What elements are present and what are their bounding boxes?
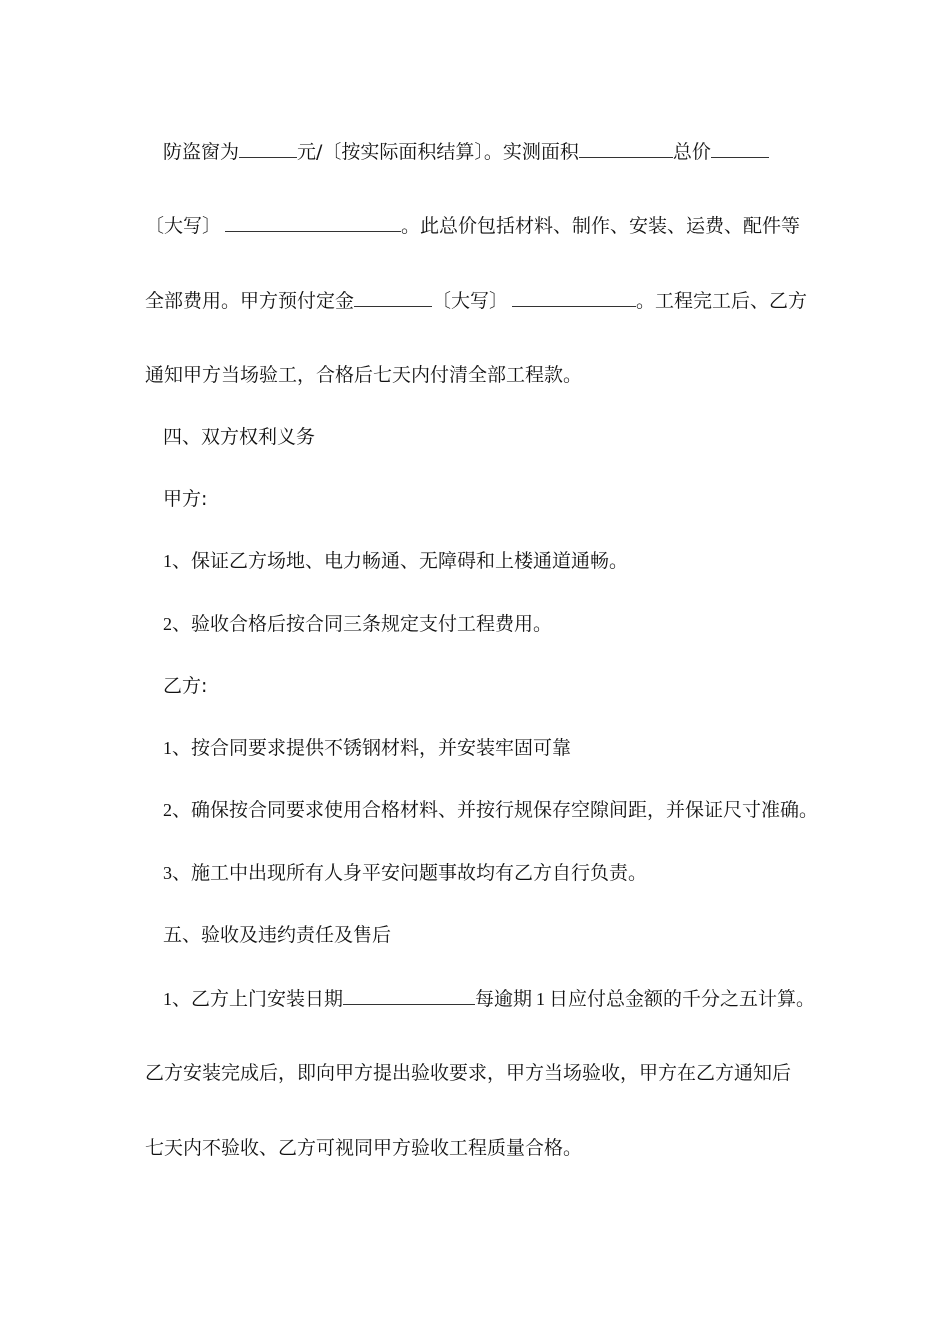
capital-amount-blank [225,213,401,232]
price-line-4: 通知甲方当场验工，合格后七天内付清全部工程款。 [145,364,583,386]
deposit-label: 全部费用。甲方预付定金 [145,290,355,312]
section-heading-acceptance: 五、验收及违约责任及售后 [163,924,392,946]
deposit-capital-blank [512,288,636,307]
acceptance-line-3: 七天内不验收、乙方可视同甲方验收工程质量合格。 [145,1137,583,1159]
item-number: 2 [163,614,172,634]
price-line-1 [163,139,769,164]
install-date-label: 、乙方上门安装日期 [172,988,344,1010]
item-number: 1 [163,551,172,571]
install-date-blank [343,986,475,1005]
total-blank [711,139,769,158]
item-text: 、确保按合同要求使用合格材料、并按行规保存空隙间距，并保证尺寸准确。 [172,799,819,821]
acceptance-line-2: 乙方安装完成后，即向甲方提出验收要求，甲方当场验收，甲方在乙方通知后 [145,1062,792,1084]
deposit-blank [354,288,432,307]
item-text: 、施工中出现所有人身平安问题事故均有乙方自行负责。 [172,862,648,884]
price-label: 防盗窗为 [163,141,240,163]
party-b-item [163,861,647,885]
item-number: 1 [163,989,172,1009]
item-text: 、保证乙方场地、电力畅通、无障碍和上楼通道通畅。 [172,550,629,572]
party-b-item [163,798,818,822]
price-line-3 [145,288,807,313]
party-b-item [163,736,571,760]
deposit-capital-label: 〔大写〕 [432,290,509,312]
party-a-item [163,549,628,573]
completion-text: 。工程完工后、乙方 [636,290,808,312]
item-text: 、按合同要求提供不锈钢材料，并安装牢固可靠 [172,737,572,759]
acceptance-item [163,986,815,1011]
party-b-label: 乙方: [163,675,208,697]
price-includes-text: 。此总价包括材料、制作、安装、运费、配件等 [401,215,801,237]
penalty-text: 日应付总金额的千分之五计算。 [549,988,816,1010]
item-number: 1 [163,738,172,758]
unit-price-blank [239,139,297,158]
price-line-2 [145,213,800,238]
item-number: 3 [163,863,172,883]
total-label: 总价 [672,141,711,163]
overdue-label: 每逾期 [475,988,533,1010]
overdue-days: 1 [536,989,546,1009]
area-label: 元/〔按实际面积结算〕。实测面积 [297,141,579,163]
area-blank [579,139,673,158]
item-number: 2 [163,800,172,820]
party-a-item [163,612,552,636]
item-text: 、验收合格后按合同三条规定支付工程费用。 [172,613,553,635]
section-heading-rights: 四、双方权利义务 [163,426,316,448]
capital-label: 〔大写〕 [145,215,222,237]
party-a-label: 甲方: [163,488,208,510]
